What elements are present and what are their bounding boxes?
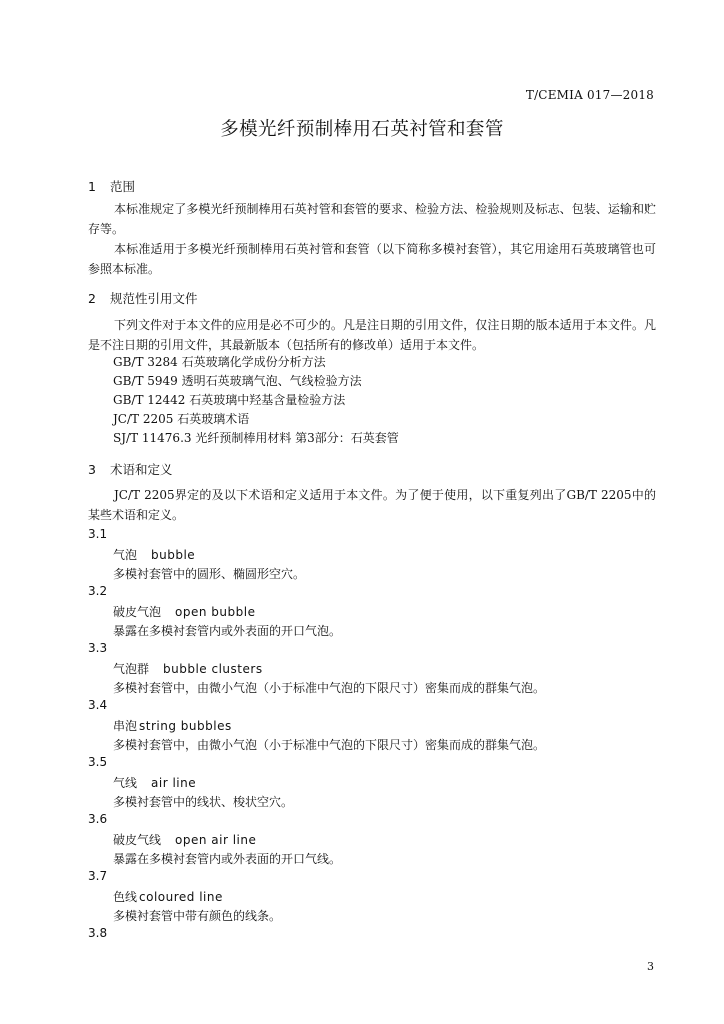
term-entry bbox=[113, 546, 195, 563]
term-english: bubble bbox=[151, 548, 196, 562]
scope-paragraph-1: 本标准规定了多模光纤预制棒用石英衬管和套管的要求、检验方法、检验规则及标志、包装、运输和贮存等。 bbox=[88, 202, 656, 236]
term-entry bbox=[113, 888, 223, 905]
term-entry bbox=[113, 774, 196, 791]
section-number: 2 bbox=[88, 291, 96, 306]
section-title: 规范性引用文件 bbox=[110, 291, 198, 306]
normative-paragraph: 下列文件对于本文件的应用是必不可少的。凡是注日期的引用文件，仅注日期的版本适用于本文件。凡是不注日期的引用文件，其最新版本（包括所有的修改单）适用于本文件。 bbox=[88, 318, 656, 352]
reference-item: GB/T 5949 透明石英玻璃气泡、气线检验方法 bbox=[113, 374, 362, 388]
page-number: 3 bbox=[647, 960, 654, 973]
term-definition: 多模衬套管中，由微小气泡（小于标准中气泡的下限尺寸）密集而成的群集气泡。 bbox=[113, 738, 546, 752]
term-chinese: 气泡群 bbox=[113, 662, 150, 676]
term-english: bubble clusters bbox=[163, 662, 263, 676]
term-chinese: 气泡 bbox=[113, 548, 138, 562]
section-title: 范围 bbox=[110, 179, 136, 194]
clause-number: 3.4 bbox=[88, 698, 108, 712]
clause-number: 3.5 bbox=[88, 755, 108, 769]
term-english: open air line bbox=[175, 833, 257, 847]
term-entry bbox=[113, 717, 232, 734]
clause-number: 3.7 bbox=[88, 869, 108, 883]
section-heading-scope bbox=[88, 177, 135, 195]
section-title: 术语和定义 bbox=[110, 462, 173, 477]
clause-number: 3.3 bbox=[88, 641, 108, 655]
term-english: coloured line bbox=[139, 890, 223, 904]
term-chinese: 串泡 bbox=[113, 719, 138, 733]
section-heading-normative-references bbox=[88, 289, 198, 307]
term-chinese: 色线 bbox=[113, 890, 138, 904]
scope-paragraph-2: 本标准适用于多模光纤预制棒用石英衬管和套管（以下简称多模衬套管），其它用途用石英玻璃管也可参照本标准。 bbox=[88, 242, 656, 276]
term-chinese: 气线 bbox=[113, 776, 138, 790]
section-number: 3 bbox=[88, 462, 96, 477]
term-entry bbox=[113, 603, 255, 620]
term-definition: 多模衬套管中的线状、梭状空穴。 bbox=[113, 795, 294, 809]
clause-number: 3.1 bbox=[88, 527, 108, 541]
term-english: air line bbox=[151, 776, 197, 790]
reference-item: GB/T 12442 石英玻璃中羟基含量检验方法 bbox=[113, 393, 346, 407]
term-definition: 多模衬套管中带有颜色的线条。 bbox=[113, 909, 282, 923]
term-entry bbox=[113, 831, 256, 848]
term-chinese: 破皮气线 bbox=[113, 833, 162, 847]
term-definition: 暴露在多模衬套管内或外表面的开口气泡。 bbox=[113, 624, 342, 638]
term-definition: 暴露在多模衬套管内或外表面的开口气线。 bbox=[113, 852, 342, 866]
clause-number: 3.2 bbox=[88, 584, 108, 598]
clause-number: 3.8 bbox=[88, 926, 108, 940]
document-code: T/CEMIA 017—2018 bbox=[525, 88, 654, 102]
term-definition: 多模衬套管中的圆形、椭圆形空穴。 bbox=[113, 567, 306, 581]
section-number: 1 bbox=[88, 179, 96, 194]
terms-paragraph: JC/T 2205界定的及以下术语和定义适用于本文件。为了便于使用，以下重复列出了GB/T 2205中的某些术语和定义。 bbox=[88, 488, 656, 522]
reference-item: SJ/T 11476.3 光纤预制棒用材料 第3部分：石英套管 bbox=[113, 431, 399, 445]
term-definition: 多模衬套管中，由微小气泡（小于标准中气泡的下限尺寸）密集而成的群集气泡。 bbox=[113, 681, 546, 695]
clause-number: 3.6 bbox=[88, 812, 108, 826]
term-english: string bubbles bbox=[139, 719, 232, 733]
term-entry bbox=[113, 660, 263, 677]
reference-item: GB/T 3284 石英玻璃化学成份分析方法 bbox=[113, 355, 326, 369]
reference-item: JC/T 2205 石英玻璃术语 bbox=[113, 412, 250, 426]
term-chinese: 破皮气泡 bbox=[113, 605, 162, 619]
document-title: 多模光纤预制棒用石英衬管和套管 bbox=[220, 119, 504, 140]
section-heading-terms bbox=[88, 460, 173, 478]
term-english: open bubble bbox=[175, 605, 256, 619]
